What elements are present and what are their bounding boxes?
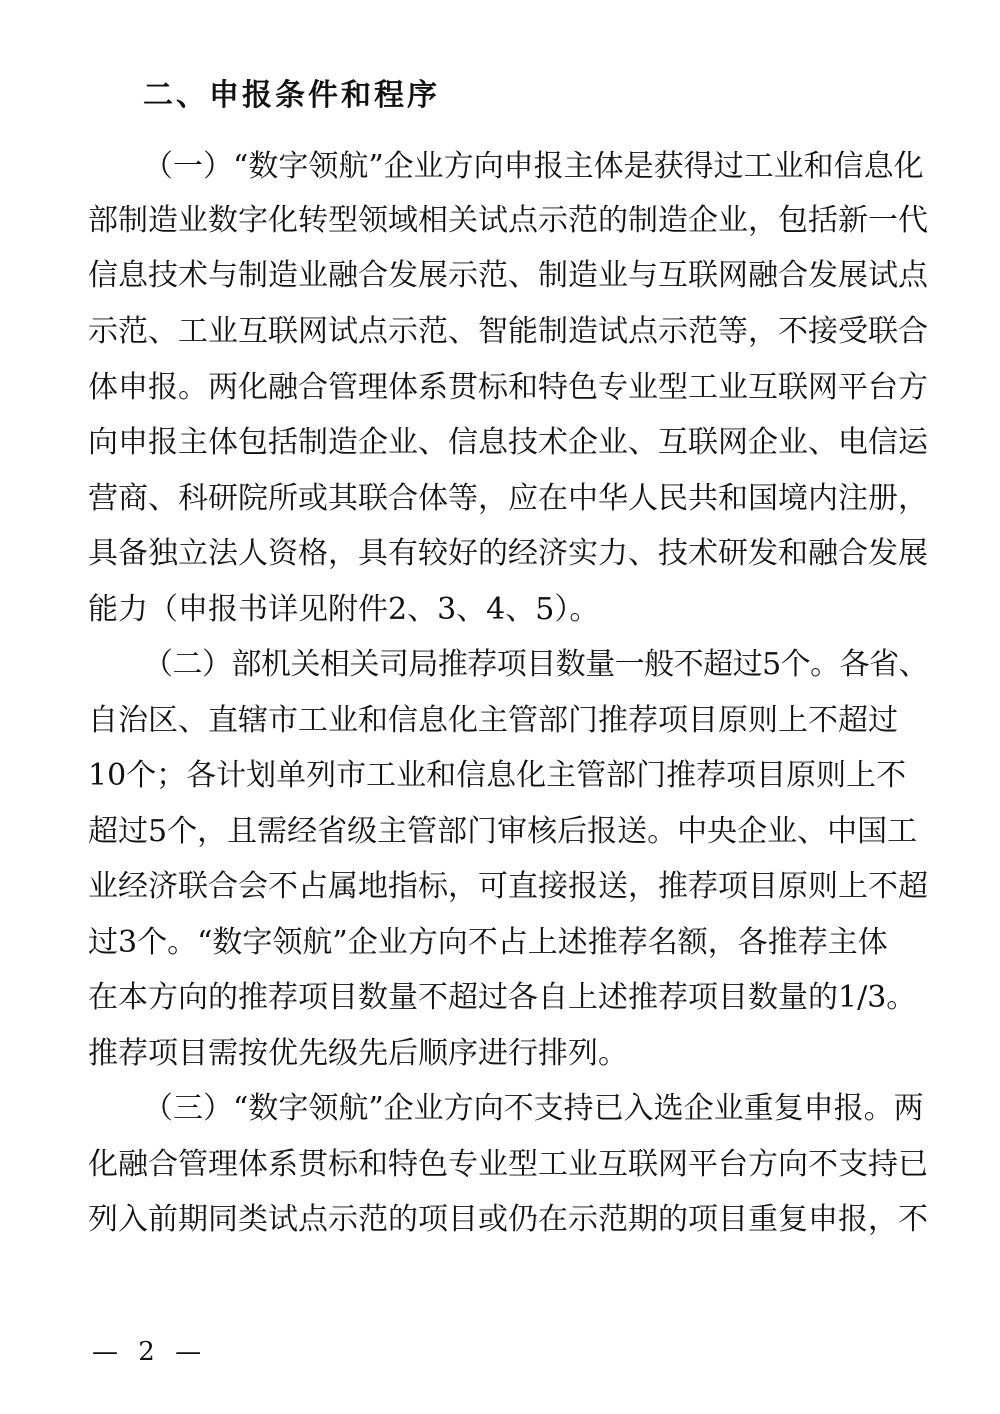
paragraph-2-line-5: 业经济联合会不占属地指标，可直接报送，推荐项目原则上不超: [88, 869, 928, 904]
paragraph-3-line-1: （三）“数字领航”企业方向不支持已入选企业重复申报。两: [143, 1091, 924, 1126]
paragraph-3-line-2: 化融合管理体系贯标和特色专业型工业互联网平台方向不支持已: [88, 1147, 928, 1182]
paragraph-1-line-7: 营商、科研院所或其联合体等，应在中华人民共和国境内注册，: [88, 481, 928, 516]
paragraph-2-line-1: （二）部机关相关司局推荐项目数量一般不超过5个。各省、: [143, 647, 929, 682]
section-heading: 二、申报条件和程序: [143, 78, 440, 113]
paragraph-1-line-5: 体申报。两化融合管理体系贯标和特色专业型工业互联网平台方: [88, 370, 928, 405]
paragraph-2-line-2: 自治区、直辖市工业和信息化主管部门推荐项目原则上不超过: [88, 703, 898, 738]
paragraph-1-line-2: 部制造业数字化转型领域相关试点示范的制造企业，包括新一代: [88, 203, 928, 238]
paragraph-1-line-3: 信息技术与制造业融合发展示范、制造业与互联网融合发展试点: [88, 258, 928, 293]
paragraph-3-line-3: 列入前期同类试点示范的项目或仍在示范期的项目重复申报，不: [88, 1202, 928, 1237]
paragraph-2-line-7: 在本方向的推荐项目数量不超过各自上述推荐项目数量的1/3。: [88, 980, 917, 1015]
paragraph-1-line-1: （一）“数字领航”企业方向申报主体是获得过工业和信息化: [143, 149, 924, 184]
paragraph-1-line-6: 向申报主体包括制造企业、信息技术企业、互联网企业、电信运: [88, 425, 928, 460]
paragraph-1-line-4: 示范、工业互联网试点示范、智能制造试点示范等，不接受联合: [88, 314, 928, 349]
paragraph-1-line-9: 能力（申报书详见附件2、3、4、5）。: [88, 592, 600, 627]
paragraph-2-line-3: 10个；各计划单列市工业和信息化主管部门推荐项目原则上不: [88, 758, 907, 793]
paragraph-1-line-8: 具备独立法人资格，具有较好的经济实力、技术研发和融合发展: [88, 536, 928, 571]
paragraph-2-line-4: 超过5个，且需经省级主管部门审核后报送。中央企业、中国工: [88, 814, 918, 849]
paragraph-2-line-6: 过3个。“数字领航”企业方向不占上述推荐名额，各推荐主体: [88, 925, 888, 960]
page-number: — 2 —: [92, 1337, 208, 1367]
paragraph-2-line-8: 推荐项目需按优先级先后顺序进行排列。: [88, 1036, 628, 1071]
